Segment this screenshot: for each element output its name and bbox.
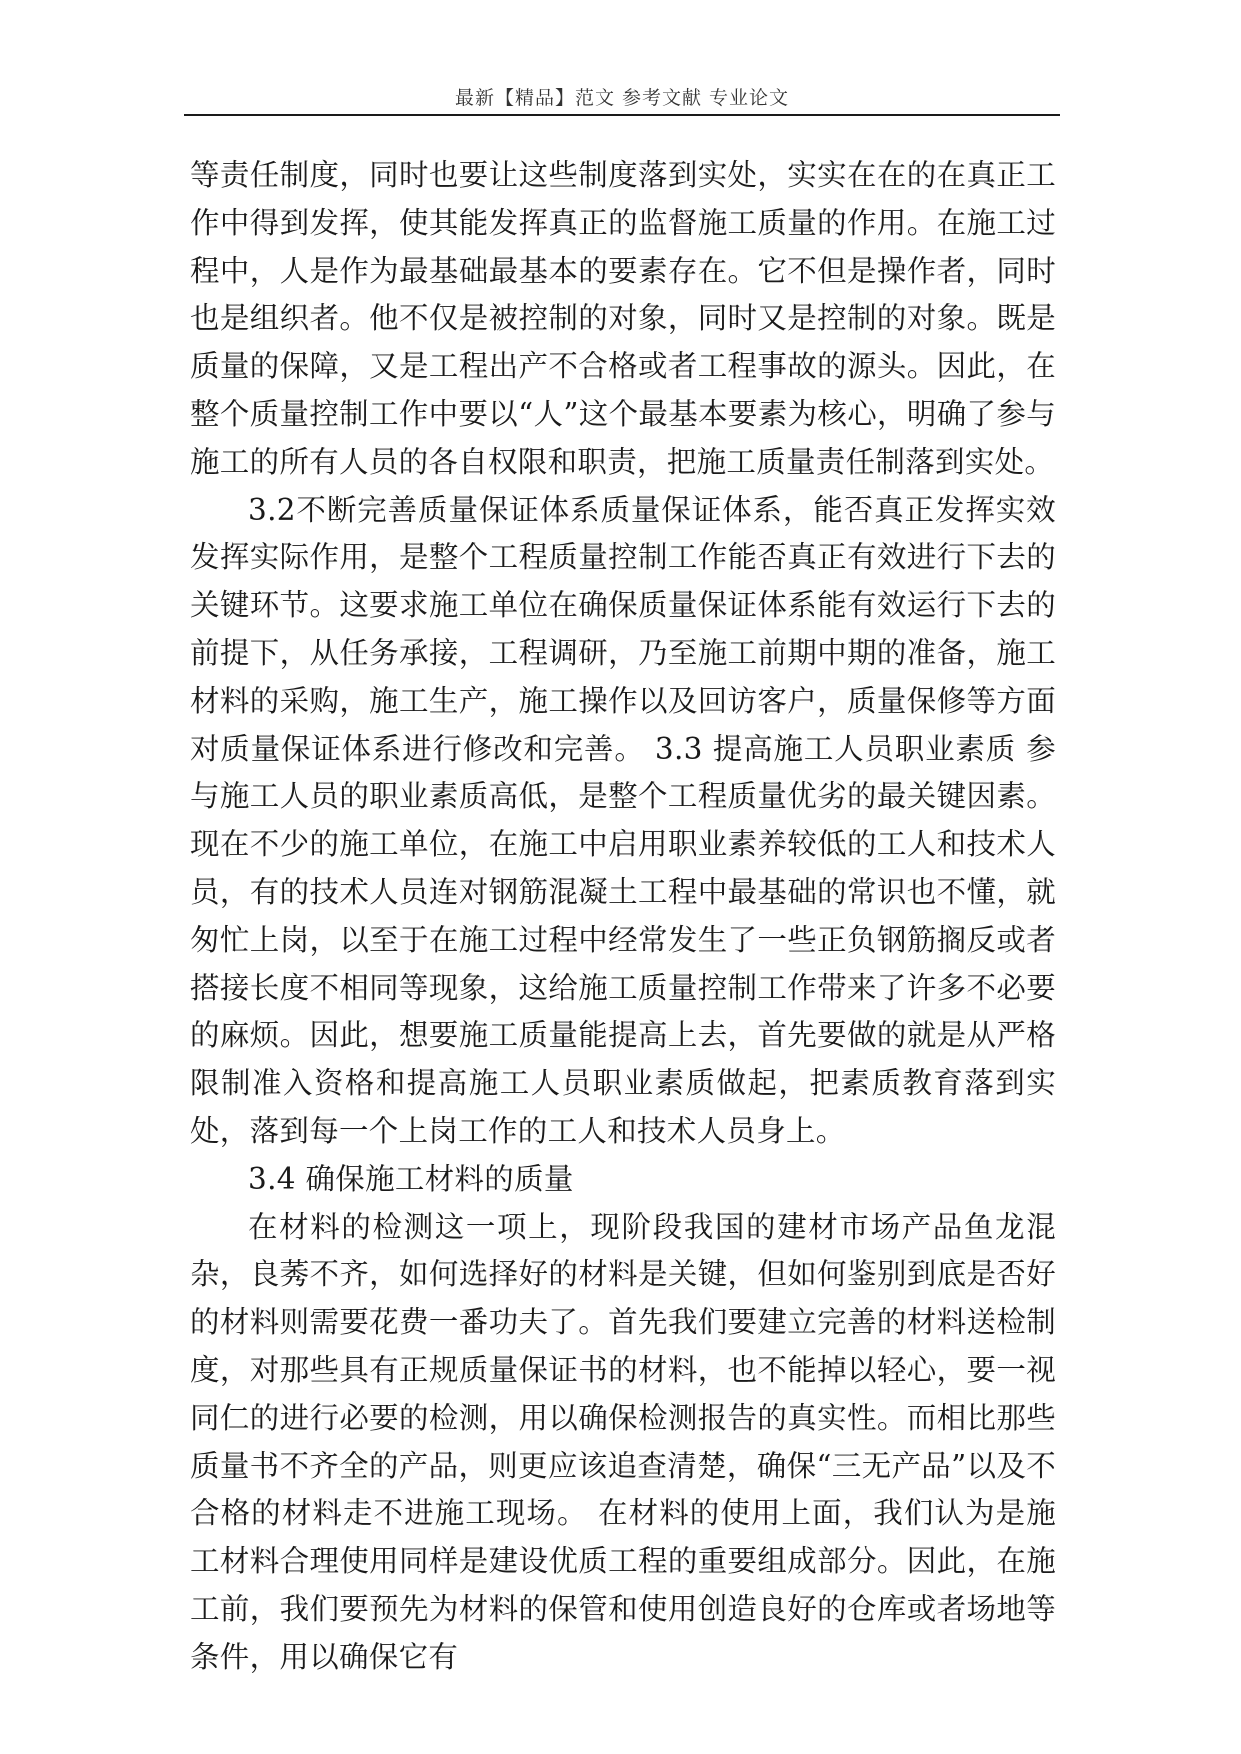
paragraph-material-testing: 在材料的检测这一项上，现阶段我国的建材市场产品鱼龙混杂，良莠不齐，如何选择好的材料是关键，但如何鉴别到底是否好的材料则需要花费一番功夫了。首先我们要建立完善的材料送检制度，对那些具有正规质量保证书的材料，也不能掉以轻心，要一视同仁的进行必要的检测，用以确保检测报告的真实性。而相比那些质量书不齐全的产品，则更应该追查清楚，确保“三无产品”以及不合格的材料走不进施工现场。 在材料的使用上面，我们认为是施工材料合理使用同样是建设优质工程的重要组成部分。因此，在施工前，我们要预先为材料的保管和使用创造良好的仓库或者场地等条件，用以确保它有 [190,1209,1056,1674]
paragraph-responsibility: 等责任制度，同时也要让这些制度落到实处，实实在在的在真正工作中得到发挥，使其能发挥真正的监督施工质量的作用。在施工过程中，人是作为最基础最基本的要素存在。它不但是操作者，同时也是组织者。他不仅是被控制的对象，同时又是控制的对象。既是质量的保障，又是工程出产不合格或者工程事故的源头。因此，在整个质量控制工作中要以“人”这个最基本要素为核心，明确了参与施工的所有人员的各自权限和职责，把施工质量责任制落到实处。 [190,158,1056,479]
page-header: 最新【精品】范文 参考文献 专业论文 [454,87,790,109]
section-heading-materials: 3.4 确保施工材料的质量 [248,1161,574,1196]
document-body [190,152,1056,1712]
header-divider [184,114,1060,116]
paragraph-quality-assurance: 3.2不断完善质量保证体系质量保证体系，能否真正发挥实效发挥实际作用，是整个工程质量控制工作能否真正有效进行下去的关键环节。这要求施工单位在确保质量保证体系能有效运行下去的前提下，从任务承接，工程调研，乃至施工前期中期的准备，施工材料的采购，施工生产，施工操作以及回访客户，质量保修等方面对质量保证体系进行修改和完善。 3.3 提高施工人员职业素质 参与施工人员的职业素质高低，是整个工程质量优劣的最关键因素。现在不少的施工单位，在施工中启用职业素养较低的工人和技术人员，有的技术人员连对钢筋混凝土工程中最基础的常识也不懂，就匆忙上岗，以至于在施工过程中经常发生了一些正负钢筋搁反或者搭接长度不相同等现象，这给施工质量控制工作带来了许多不必要的麻烦。因此，想要施工质量能提高上去，首先要做的就是从严格限制准入资格和提高施工人员职业素质做起，把素质教育落到实处，落到每一个上岗工作的工人和技术人员身上。 [190,492,1056,1148]
